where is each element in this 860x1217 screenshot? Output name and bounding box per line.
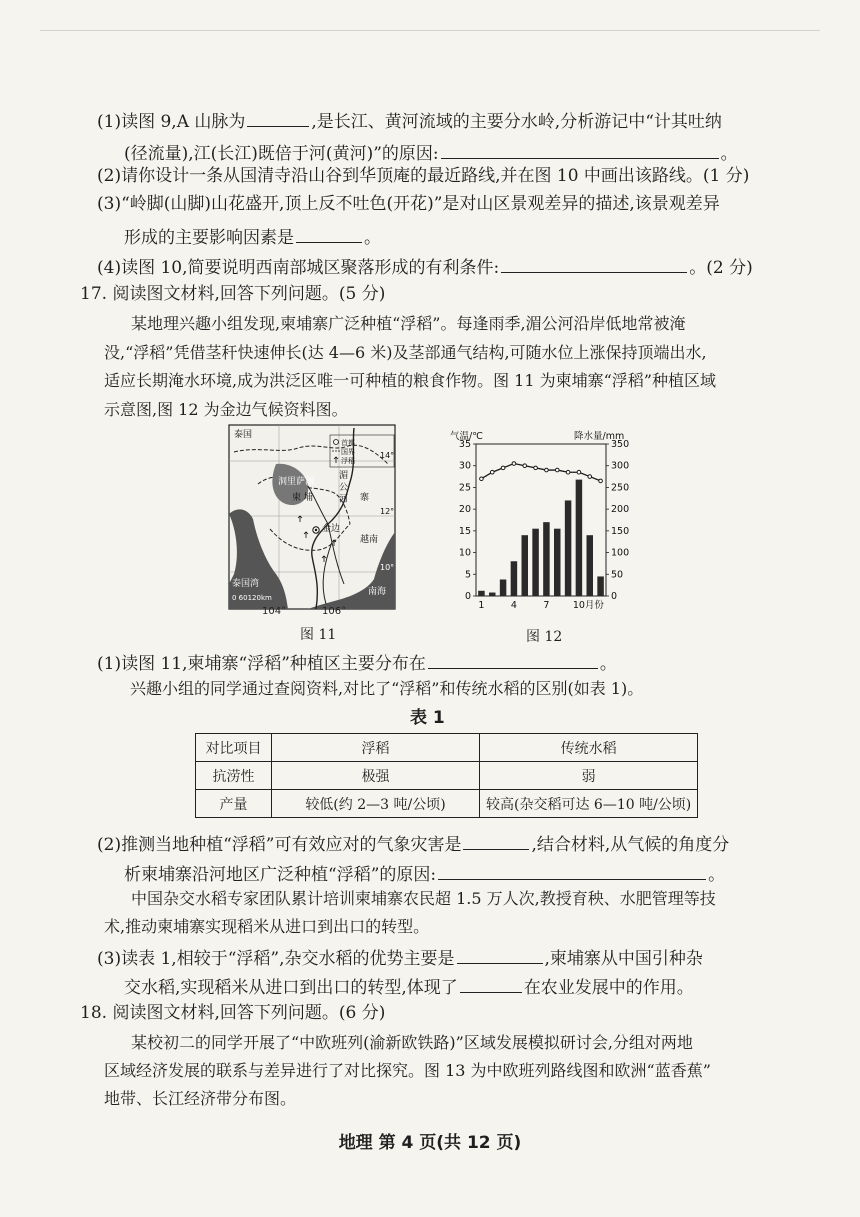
table-header-row — [196, 734, 698, 762]
q16-p4-text-a: (4)读图 10,简要说明西南部城区聚落形成的有利条件: — [97, 258, 500, 278]
chart-left-tick-label: 15 — [458, 525, 471, 537]
q17-p3-text-b: ,柬埔寨从中国引种杂 — [544, 949, 703, 969]
map-label-vietnam: 越南 — [360, 535, 379, 545]
chart-left-tick-label: 5 — [464, 569, 471, 581]
q16-part3-line2 — [124, 226, 381, 247]
chart-plot-area — [459, 439, 629, 611]
map-lon-104: 104° — [262, 606, 287, 617]
q17-part3-line2 — [124, 976, 694, 997]
table-cell: 较高(杂交稻可达 6—10 吨/公顷) — [480, 790, 698, 818]
map-lat-14: 14° — [380, 451, 395, 460]
table-header-cell: 浮稻 — [272, 734, 480, 762]
q16-p1-text-d: 。 — [720, 144, 738, 164]
answer-blank[interactable] — [457, 947, 543, 964]
chart-left-tick-label: 0 — [464, 591, 471, 602]
chart-right-tick-label: 200 — [611, 504, 630, 516]
top-rule — [40, 30, 820, 31]
page-footer: 地理 第 4 页(共 12 页) — [338, 1133, 522, 1153]
precip-bar — [587, 535, 594, 596]
q17-intro-line: 没,“浮稻”凭借茎秆快速伸长(达 4—6 米)及茎部通气结构,可随水位上涨保持顶端出水, — [104, 343, 707, 362]
q17-part2-line2 — [124, 863, 725, 884]
temperature-point — [566, 470, 570, 474]
q18-intro-line: 地带、长江经济带分布图。 — [104, 1089, 297, 1108]
table-row — [196, 762, 698, 790]
map-label-cambodia: 柬 埔 — [292, 493, 313, 503]
q17-part3-line1 — [97, 947, 703, 968]
chart-right-tick-label: 300 — [611, 460, 630, 472]
chart-x-tick-label: 4 — [510, 600, 517, 611]
q17-p3-text-c: 交水稻,实现稻米从进口到出口的转型,体现了 — [124, 978, 458, 998]
answer-blank[interactable] — [247, 110, 309, 127]
q17-intro-line: 适应长期淹水环境,成为洪泛区唯一可种植的粮食作物。图 11 为柬埔寨“浮稻”种植区域 — [104, 371, 716, 390]
map-label-phnom-penh: 金边 — [322, 524, 341, 534]
precip-bar — [597, 576, 604, 596]
q16-part1-line1 — [97, 110, 722, 131]
precip-bar — [478, 591, 485, 596]
chart-left-tick-label: 20 — [458, 504, 471, 516]
precip-bar — [522, 535, 529, 596]
chart-temp-axis-title: 气温/℃ — [450, 431, 483, 442]
table-cell: 弱 — [480, 762, 698, 790]
answer-blank[interactable] — [460, 976, 522, 993]
q16-part2: (2)请你设计一条从国清寺沿山谷到华顶庵的最近路线,并在图 10 中画出该路线。(1 分) — [97, 166, 750, 186]
chart-x-tick-label: 1 — [478, 600, 485, 611]
map-label-sea: 南海 — [368, 587, 387, 597]
table-1-title: 表 1 — [410, 708, 445, 728]
q17-part1 — [97, 652, 617, 673]
map-legend-capital: 首都 — [341, 439, 355, 447]
q17-p2-text-c: 析柬埔寨沿河地区广泛种植“浮稻”的原因: — [124, 865, 437, 885]
chart-right-tick-label: 100 — [611, 547, 630, 559]
map-lat-10: 10° — [380, 563, 395, 572]
q17-p1-text-a: (1)读图 11,柬埔寨“浮稻”种植区主要分布在 — [97, 654, 426, 674]
q17-intro-line: 示意图,图 12 为金边气候资料图。 — [104, 400, 348, 419]
map-label-zhai: 寨 — [360, 493, 370, 503]
q16-p1-text-a: (1)读图 9,A 山脉为 — [97, 112, 246, 132]
chart-precip-axis-title: 降水量/mm — [574, 431, 625, 442]
q17-p2-text-a: (2)推测当地种植“浮稻”可有效应对的气象灾害是 — [97, 835, 462, 855]
chart-x-tick-label: 7 — [543, 600, 550, 611]
q17-p2-text-b: ,结合材料,从气候的角度分 — [531, 835, 730, 855]
q16-p1-text-c: (径流量),江(长江)既倍于河(黄河)”的原因: — [124, 144, 439, 164]
q16-p3-text-b: 形成的主要影响因素是 — [124, 228, 294, 248]
map-label-tonle-sap: 洞里萨湖 — [278, 477, 315, 487]
q18-intro-line: 某校初二的同学开展了“中欧班列(渝新欧铁路)”区域发展模拟研讨会,分组对两地 — [131, 1033, 693, 1052]
temperature-point — [555, 468, 559, 472]
q17-table-intro: 兴趣小组的同学通过查阅资料,对比了“浮稻”和传统水稻的区别(如表 1)。 — [130, 679, 644, 698]
temperature-point — [512, 462, 516, 466]
q17-p3-text-a: (3)读表 1,相较于“浮稻”,杂交水稻的优势主要是 — [97, 949, 455, 969]
chart-right-tick-label: 50 — [611, 569, 624, 581]
table-header-cell: 传统水稻 — [480, 734, 698, 762]
q16-part4 — [97, 256, 753, 277]
answer-blank[interactable] — [296, 226, 362, 243]
table-header-cell: 对比项目 — [196, 734, 272, 762]
precip-bar — [576, 480, 583, 596]
chart-right-tick-label: 350 — [611, 439, 630, 450]
q17-part2-line1 — [97, 833, 729, 854]
temperature-point — [599, 479, 603, 483]
q17-heading: 17. 阅读图文材料,回答下列问题。(5 分) — [80, 284, 386, 304]
temperature-point — [480, 477, 484, 481]
chart-x-axis-suffix: 月份 — [584, 600, 604, 611]
temperature-point — [545, 468, 549, 472]
table-cell: 抗涝性 — [196, 762, 272, 790]
q17-intro-line: 某地理兴趣小组发现,柬埔寨广泛种植“浮稻”。每逢雨季,湄公河沿岸低地常被淹 — [131, 314, 686, 333]
map-label-gulf: 泰国湾 — [232, 579, 260, 589]
figure-12-caption: 图 12 — [526, 629, 563, 645]
precip-bar — [489, 593, 496, 596]
q18-intro-line: 区域经济发展的联系与差异进行了对比探究。图 13 为中欧班列路线图和欧洲“蓝香蕉” — [104, 1061, 711, 1080]
map-lat-12: 12° — [380, 507, 395, 516]
chart-right-tick-label: 0 — [611, 591, 618, 602]
map-label-thailand: 泰国 — [234, 430, 253, 440]
q16-p4-text-b: 。(2 分) — [689, 258, 753, 278]
precip-bar — [554, 529, 561, 596]
answer-blank[interactable] — [428, 652, 598, 669]
map-scale-bar: 0 60120km — [232, 594, 272, 602]
q17-context-line: 中国杂交水稻专家团队累计培训柬埔寨农民超 1.5 万人次,教授育秧、水肥管理等技 — [131, 889, 716, 908]
q16-p1-text-b: ,是长江、黄河流域的主要分水岭,分析游记中“计其吐纳 — [311, 112, 722, 132]
q16-part3-line1: (3)“岭脚(山脚)山花盛开,顶上反不吐色(开花)”是对山区景观差异的描述,该景观差异 — [97, 194, 720, 214]
temperature-point — [534, 466, 538, 470]
figure-11-map — [228, 424, 396, 610]
answer-blank[interactable] — [438, 863, 706, 880]
chart-left-tick-label: 25 — [458, 482, 471, 494]
temperature-line — [481, 464, 600, 481]
precip-bar — [500, 579, 507, 596]
temperature-point — [523, 464, 527, 468]
chart-left-tick-label: 35 — [458, 439, 471, 450]
temperature-point — [577, 470, 581, 474]
comparison-table — [195, 733, 698, 818]
q16-part1-line2 — [124, 142, 738, 163]
answer-blank[interactable] — [441, 142, 719, 159]
q17-context-line: 术,推动柬埔寨实现稻米从进口到出口的转型。 — [104, 917, 430, 936]
q16-p3-text-c: 。 — [364, 228, 381, 248]
figure-11-caption: 图 11 — [300, 627, 337, 643]
chart-x-tick-label: 10 — [572, 600, 585, 611]
capital-marker-dot — [315, 529, 317, 531]
temperature-point — [501, 466, 505, 470]
precip-bar — [565, 500, 572, 596]
chart-left-tick-label: 30 — [458, 460, 471, 472]
temperature-point — [588, 475, 592, 479]
precip-bar — [532, 529, 539, 596]
table-row — [196, 790, 698, 818]
q17-p1-text-b: 。 — [599, 654, 617, 674]
precip-bar — [511, 561, 518, 596]
answer-blank[interactable] — [463, 833, 529, 850]
q17-p2-text-d: 。 — [708, 865, 726, 885]
map-lon-106: 106° — [322, 606, 347, 617]
map-legend-border: 国界 — [341, 448, 355, 456]
table-cell: 产量 — [196, 790, 272, 818]
q18-heading: 18. 阅读图文材料,回答下列问题。(6 分) — [80, 1003, 386, 1023]
answer-blank[interactable] — [501, 256, 687, 273]
table-cell: 极强 — [272, 762, 480, 790]
chart-right-tick-label: 250 — [611, 482, 630, 494]
map-label-mekong: 湄 公 河 — [337, 470, 347, 503]
map-legend-rice: 浮稻 — [341, 457, 355, 465]
table-cell: 较低(约 2—3 吨/公顷) — [272, 790, 480, 818]
chart-right-tick-label: 150 — [611, 525, 630, 537]
temperature-point — [490, 470, 494, 474]
figure-12-climate-chart — [446, 428, 638, 614]
chart-left-tick-label: 10 — [458, 547, 471, 559]
precip-bar — [543, 522, 550, 596]
q17-p3-text-d: 在农业发展中的作用。 — [523, 978, 694, 998]
